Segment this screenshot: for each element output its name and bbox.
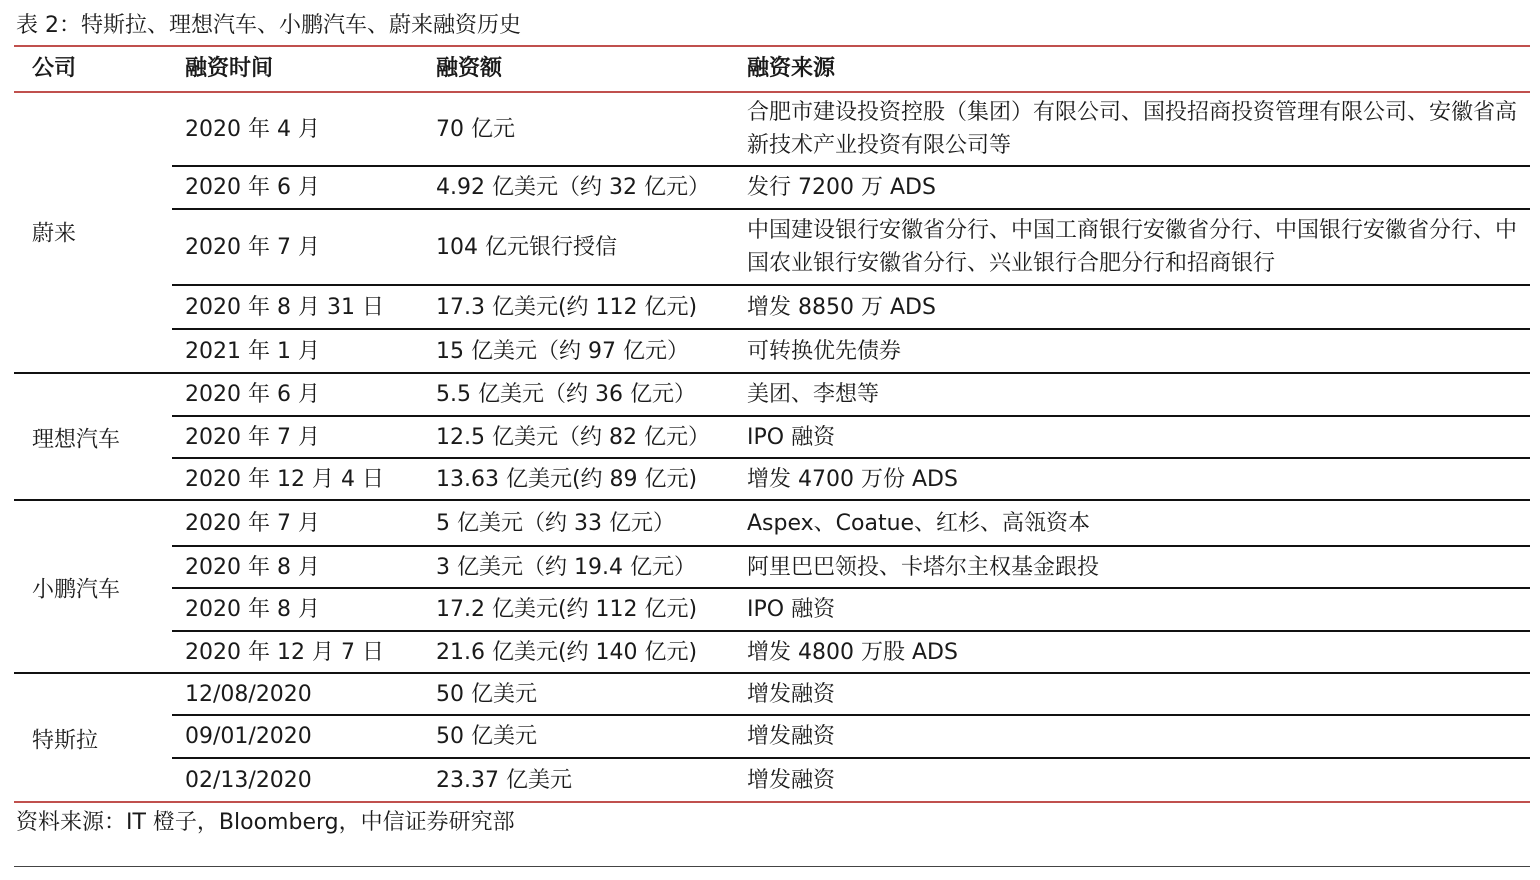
header-amount: 融资额 — [436, 56, 503, 81]
company-group-nio — [14, 93, 1530, 372]
company-name: 蔚来 — [32, 221, 77, 247]
funding-amount: 17.3 亿美元(约 112 亿元) — [436, 294, 698, 320]
funding-amount: 4.92 亿美元（约 32 亿元） — [436, 175, 710, 200]
table-row — [14, 93, 1530, 165]
funding-time: 2020 年 4 月 — [185, 116, 320, 142]
company-name: 小鹏汽车 — [32, 577, 121, 603]
company-name: 理想汽车 — [32, 427, 121, 453]
funding-amount: 50 亿美元 — [436, 681, 537, 707]
funding-amount: 12.5 亿美元（约 82 亿元） — [436, 424, 710, 450]
funding-source: 增发 4700 万份 ADS — [747, 466, 958, 492]
funding-amount: 50 亿美元 — [436, 724, 537, 749]
funding-source: 发行 7200 万 ADS — [747, 175, 936, 200]
funding-time: 2020 年 7 月 — [185, 424, 320, 450]
funding-source: 美团、李想等 — [747, 382, 880, 407]
company-group-xpeng — [14, 501, 1530, 672]
funding-time: 2020 年 7 月 — [185, 234, 320, 260]
funding-time: 2021 年 1 月 — [185, 338, 320, 364]
table-row — [14, 501, 1530, 545]
company-name: 特斯拉 — [32, 728, 99, 754]
funding-source: Aspex、Coatue、红杉、高瓴资本 — [747, 510, 1091, 536]
funding-source: 可转换优先债券 — [747, 338, 902, 364]
funding-time: 09/01/2020 — [185, 724, 312, 749]
table-row — [14, 374, 1530, 415]
company-group-li-auto — [14, 374, 1530, 499]
funding-amount: 3 亿美元（约 19.4 亿元） — [436, 554, 696, 580]
funding-source: IPO 融资 — [747, 597, 836, 622]
funding-amount: 17.2 亿美元(约 112 亿元) — [436, 597, 698, 622]
page-footer-rule — [14, 866, 1530, 867]
table-row — [14, 330, 1530, 372]
funding-source: 中国建设银行安徽省分行、中国工商银行安徽省分行、中国银行安徽省分行、中国农业银行安徽省分行、兴业银行合肥分行和招商银行 — [747, 218, 1518, 276]
funding-source: 增发 4800 万股 ADS — [747, 639, 958, 665]
funding-amount: 70 亿元 — [436, 116, 515, 142]
funding-source: 增发融资 — [747, 724, 836, 749]
funding-time: 2020 年 12 月 7 日 — [185, 639, 384, 665]
header-source: 融资来源 — [747, 56, 836, 81]
table-row — [14, 210, 1530, 284]
company-group-tesla — [14, 674, 1530, 801]
funding-amount: 15 亿美元（约 97 亿元） — [436, 338, 689, 364]
funding-time: 2020 年 8 月 — [185, 597, 320, 622]
table-row — [14, 589, 1530, 630]
funding-source: 阿里巴巴领投、卡塔尔主权基金跟投 — [747, 554, 1100, 580]
funding-time: 2020 年 8 月 31 日 — [185, 294, 384, 320]
funding-time: 2020 年 12 月 4 日 — [185, 466, 384, 492]
table-header-row — [14, 47, 1530, 91]
source-footnote: 资料来源：IT 橙子，Bloomberg，中信证券研究部 — [16, 810, 515, 835]
table-row — [14, 547, 1530, 587]
funding-source: IPO 融资 — [747, 424, 836, 450]
funding-amount: 21.6 亿美元(约 140 亿元) — [436, 639, 698, 665]
funding-amount: 23.37 亿美元 — [436, 767, 572, 793]
funding-amount: 5.5 亿美元（约 36 亿元） — [436, 382, 696, 407]
header-time: 融资时间 — [185, 56, 274, 81]
funding-time: 2020 年 7 月 — [185, 510, 320, 536]
table-row — [14, 459, 1530, 499]
funding-time: 12/08/2020 — [185, 681, 312, 707]
table-row — [14, 417, 1530, 457]
funding-time: 02/13/2020 — [185, 767, 312, 793]
table-row — [14, 716, 1530, 757]
funding-source: 增发融资 — [747, 767, 836, 793]
table-row — [14, 759, 1530, 801]
table-row — [14, 632, 1530, 672]
table-bottom-rule — [14, 801, 1530, 803]
document-page — [14, 0, 1530, 880]
funding-source: 增发融资 — [747, 681, 836, 707]
header-company: 公司 — [32, 56, 77, 81]
table-row — [14, 674, 1530, 714]
table-caption: 表 2：特斯拉、理想汽车、小鹏汽车、蔚来融资历史 — [16, 13, 521, 38]
funding-amount: 104 亿元银行授信 — [436, 234, 617, 260]
funding-time: 2020 年 6 月 — [185, 175, 320, 200]
table-row — [14, 286, 1530, 328]
funding-time: 2020 年 6 月 — [185, 382, 320, 407]
funding-amount: 5 亿美元（约 33 亿元） — [436, 510, 675, 536]
funding-source: 合肥市建设投资控股（集团）有限公司、国投招商投资管理有限公司、安徽省高新技术产业投资有限公司等 — [747, 100, 1518, 158]
table-row — [14, 167, 1530, 208]
funding-amount: 13.63 亿美元(约 89 亿元) — [436, 466, 698, 492]
funding-time: 2020 年 8 月 — [185, 554, 320, 580]
funding-source: 增发 8850 万 ADS — [747, 294, 936, 320]
